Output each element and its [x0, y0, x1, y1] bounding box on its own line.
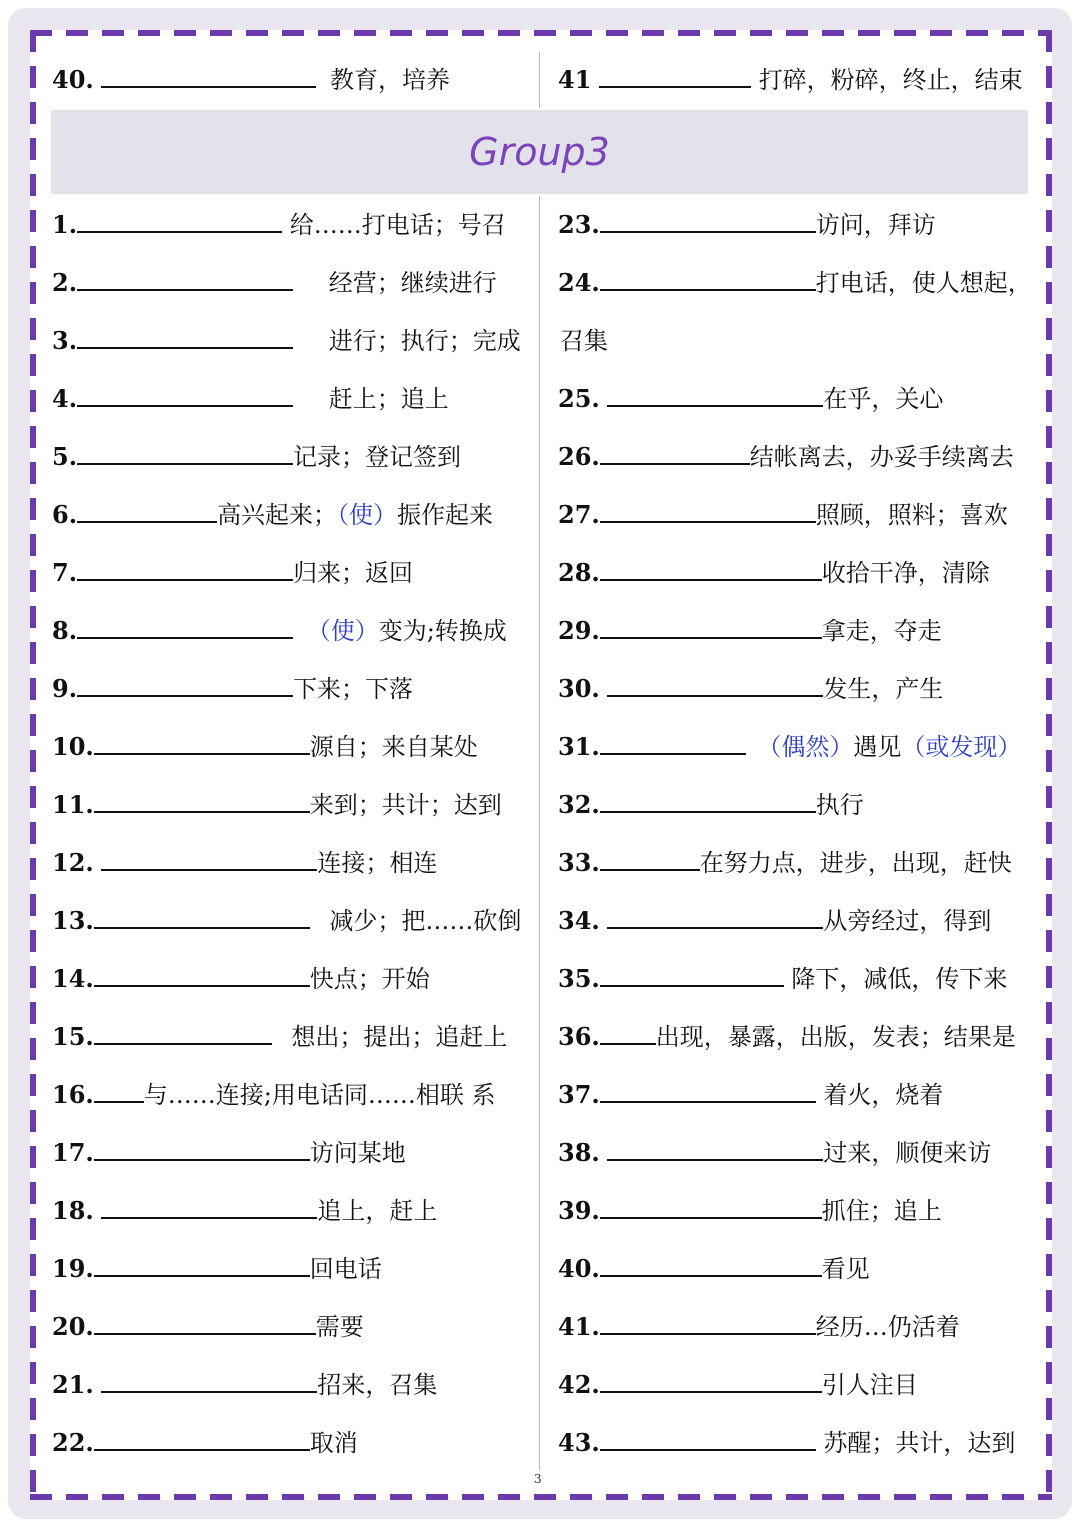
- vocab-item: [52, 553, 413, 593]
- entry-number: 22.: [52, 1428, 94, 1457]
- entry-meaning: 振作起来: [397, 501, 494, 529]
- entry-number: 40.: [558, 1254, 600, 1283]
- entry-meaning: 降下，减低，传下来: [791, 965, 1008, 993]
- entry-number: 28.: [558, 558, 600, 587]
- entry-number: 33.: [558, 848, 600, 877]
- vocab-item: [558, 263, 1032, 303]
- entry-meaning: 执行: [815, 791, 864, 819]
- entry-meaning: 过来，顺便来访: [823, 1139, 992, 1167]
- answer-blank[interactable]: [94, 785, 310, 813]
- entry-number: 41.: [558, 1312, 600, 1341]
- answer-blank[interactable]: [77, 669, 293, 697]
- entry-meaning-note: （使）: [306, 617, 379, 645]
- entry-number: 26.: [558, 442, 600, 471]
- vocab-item: [558, 901, 991, 941]
- entry-number: 13.: [52, 906, 94, 935]
- answer-blank[interactable]: [94, 1075, 144, 1103]
- entry-meaning: 快点；开始: [309, 965, 430, 993]
- entry-meaning-continuation: 召集: [560, 327, 608, 355]
- vocab-item: [558, 1133, 991, 1173]
- entry-meaning: 进行；执行；完成: [328, 327, 521, 355]
- answer-blank[interactable]: [600, 205, 816, 233]
- answer-blank[interactable]: [77, 553, 293, 581]
- vocab-item: [52, 1191, 437, 1231]
- answer-blank[interactable]: [600, 437, 750, 465]
- column-divider: [539, 196, 540, 1471]
- dashed-border-right: [1046, 30, 1052, 1500]
- entry-number: 34.: [558, 906, 600, 935]
- vocab-item: [558, 1423, 1015, 1463]
- entry-meaning: 访问，拜访: [815, 211, 936, 239]
- vocab-item: [558, 1017, 1016, 1057]
- vocab-item: [52, 437, 461, 477]
- entry-number: 5.: [52, 442, 78, 471]
- entry-meaning-note: （使）: [337, 501, 398, 529]
- entry-meaning: 教育，培养: [330, 66, 451, 94]
- answer-blank[interactable]: [101, 1365, 317, 1393]
- answer-blank[interactable]: [94, 1307, 316, 1335]
- dashed-border-left: [30, 30, 36, 1500]
- entry-meaning: 减少；把……砍倒: [329, 907, 522, 935]
- answer-blank[interactable]: [77, 437, 293, 465]
- entry-number: 38.: [558, 1138, 600, 1167]
- vocab-item: [52, 611, 507, 651]
- vocab-item: [558, 437, 1014, 477]
- entry-number: 19.: [52, 1254, 94, 1283]
- answer-blank[interactable]: [77, 379, 293, 407]
- entry-meaning: 招来，召集: [317, 1371, 438, 1399]
- answer-blank[interactable]: [600, 785, 816, 813]
- entry-number: 29.: [558, 616, 600, 645]
- answer-blank[interactable]: [600, 553, 822, 581]
- answer-blank[interactable]: [600, 611, 822, 639]
- vocab-item: [52, 1307, 364, 1347]
- vocab-item: [558, 611, 942, 651]
- answer-blank[interactable]: [101, 843, 317, 871]
- entry-meaning: 经历…仍活着: [815, 1313, 960, 1341]
- entry-number: 43.: [558, 1428, 600, 1457]
- page-number: 3: [534, 1472, 542, 1486]
- entry-meaning: 变为;转换成: [378, 617, 507, 645]
- entry-number: 14.: [52, 964, 94, 993]
- answer-blank[interactable]: [94, 1423, 310, 1451]
- answer-blank[interactable]: [600, 495, 816, 523]
- vocab-item: [52, 205, 506, 245]
- entry-number: 4.: [52, 384, 78, 413]
- vocab-item: [52, 727, 478, 767]
- entry-number: 37.: [558, 1080, 600, 1109]
- entry-number: 2.: [52, 268, 78, 297]
- answer-blank[interactable]: [600, 959, 784, 987]
- entry-number: 17.: [52, 1138, 94, 1167]
- vocab-item: [558, 843, 1012, 883]
- answer-blank[interactable]: [600, 1365, 822, 1393]
- vocab-item: [558, 553, 990, 593]
- entry-meaning: 引人注目: [821, 1371, 918, 1399]
- answer-blank[interactable]: [77, 205, 282, 233]
- entry-meaning: 回电话: [309, 1255, 382, 1283]
- answer-blank[interactable]: [600, 1423, 816, 1451]
- entry-meaning: 发生，产生: [823, 675, 944, 703]
- answer-blank[interactable]: [77, 611, 293, 639]
- entry-number: 9.: [52, 674, 78, 703]
- entry-meaning: 取消: [309, 1429, 358, 1457]
- answer-blank[interactable]: [599, 60, 751, 88]
- entry-meaning: 从旁经过，得到: [823, 907, 992, 935]
- entry-number: 6.: [52, 500, 78, 529]
- entry-number: 16.: [52, 1080, 94, 1109]
- entry-number: 10.: [52, 732, 94, 761]
- column-divider-top: [539, 52, 540, 108]
- entry-number: 21.: [52, 1370, 94, 1399]
- entry-meaning: 需要: [315, 1313, 364, 1341]
- entry-number: 11.: [52, 790, 94, 819]
- entry-number: 35.: [558, 964, 600, 993]
- vocab-item: [558, 1365, 918, 1405]
- entry-number: 18.: [52, 1196, 94, 1225]
- answer-blank[interactable]: [101, 60, 316, 88]
- answer-blank[interactable]: [94, 959, 310, 987]
- entry-meaning: 看见: [821, 1255, 870, 1283]
- vocab-item: [52, 1249, 382, 1289]
- answer-blank[interactable]: [94, 727, 310, 755]
- entry-number: 36.: [558, 1022, 600, 1051]
- entry-meaning: 在乎，关心: [823, 385, 944, 413]
- entry-number: 30.: [558, 674, 600, 703]
- entry-meaning: 赶上；追上: [328, 385, 449, 413]
- vocab-item: [558, 785, 864, 825]
- vocab-item: [558, 1249, 870, 1289]
- entry-meaning: 追上，赶上: [317, 1197, 438, 1225]
- vocab-item: [52, 1017, 507, 1057]
- entry-number: 39.: [558, 1196, 600, 1225]
- entry-meaning-note: （或发现）: [901, 733, 1022, 761]
- vocab-item: [52, 901, 521, 941]
- entry-number: 32.: [558, 790, 600, 819]
- entry-number: 3.: [52, 326, 78, 355]
- vocab-item: [52, 495, 493, 535]
- vocab-item: [52, 321, 521, 361]
- entry-meaning: 在努力点，进步，出现，赶快: [699, 849, 1012, 877]
- answer-blank[interactable]: [600, 1075, 816, 1103]
- vocab-item: [558, 1075, 943, 1115]
- entry-meaning: 出现，暴露，出版，发表；结果是: [655, 1023, 1016, 1051]
- entry-meaning: 访问某地: [309, 1139, 406, 1167]
- entry-meaning: 着火，烧着: [823, 1081, 944, 1109]
- entry-meaning: 经营；继续进行: [328, 269, 497, 297]
- entry-meaning: 源自；来自某处: [309, 733, 478, 761]
- answer-blank[interactable]: [94, 901, 310, 929]
- entry-meaning: 照顾，照料；喜欢: [815, 501, 1008, 529]
- entry-meaning: 归来；返回: [293, 559, 414, 587]
- entry-number: 40.: [52, 65, 94, 94]
- top-right-entry: [558, 60, 1023, 100]
- entry-number: 7.: [52, 558, 78, 587]
- vocab-item: [558, 959, 1007, 999]
- vocab-item: [558, 727, 1021, 767]
- entry-number: 20.: [52, 1312, 94, 1341]
- entry-number: 15.: [52, 1022, 94, 1051]
- entry-number: 1.: [52, 210, 78, 239]
- entry-meaning: 收拾干净，清除: [821, 559, 990, 587]
- answer-blank[interactable]: [600, 1307, 816, 1335]
- answer-blank[interactable]: [607, 901, 823, 929]
- entry-number: 27.: [558, 500, 600, 529]
- answer-blank[interactable]: [600, 1191, 822, 1219]
- entry-meaning: 打碎，粉碎，终止，结束: [758, 66, 1023, 94]
- group-title: Group3: [469, 130, 610, 174]
- entry-meaning: 下来；下落: [293, 675, 414, 703]
- entry-meaning: 遇见: [853, 733, 902, 761]
- entry-meaning: 抓住；追上: [821, 1197, 942, 1225]
- entry-meaning: 高兴起来；: [217, 501, 338, 529]
- dashed-border-bottom: [30, 1494, 1052, 1500]
- vocab-item: [52, 843, 437, 883]
- entry-meaning: 想出；提出；追赶上: [291, 1023, 508, 1051]
- answer-blank[interactable]: [600, 1249, 822, 1277]
- answer-blank[interactable]: [77, 263, 293, 291]
- entry-number: 12.: [52, 848, 94, 877]
- vocab-item: [52, 785, 502, 825]
- vocab-item: [558, 205, 936, 245]
- entry-number: 8.: [52, 616, 78, 645]
- answer-blank[interactable]: [600, 843, 700, 871]
- answer-blank[interactable]: [77, 321, 293, 349]
- group-header-band: [51, 110, 1028, 194]
- answer-blank[interactable]: [600, 1017, 656, 1045]
- vocab-item: [52, 1423, 358, 1463]
- entry-meaning: 打电话，使人想起，: [815, 269, 1032, 297]
- vocab-item: [558, 495, 1008, 535]
- entry-meaning: 拿走，夺走: [821, 617, 942, 645]
- vocab-item: [52, 263, 497, 303]
- entry-meaning-note: （偶然）: [757, 733, 854, 761]
- answer-blank[interactable]: [101, 1191, 317, 1219]
- entry-meaning: 连接；相连: [317, 849, 438, 877]
- entry-meaning: 来到；共计；达到: [309, 791, 502, 819]
- vocab-item: [558, 1191, 942, 1231]
- entry-number: 25.: [558, 384, 600, 413]
- entry-meaning: 与……连接;用电话同……相联 系: [143, 1081, 496, 1109]
- vocab-item: [558, 669, 943, 709]
- vocab-item: [558, 379, 943, 419]
- answer-blank[interactable]: [77, 495, 217, 523]
- vocab-item: [52, 379, 449, 419]
- entry-meaning: 给……打电话；号召: [289, 211, 506, 239]
- vocab-item: [558, 1307, 960, 1347]
- vocab-item: [52, 959, 430, 999]
- entry-number: 31.: [558, 732, 600, 761]
- entry-number: 24.: [558, 268, 600, 297]
- answer-blank[interactable]: [94, 1017, 272, 1045]
- answer-blank[interactable]: [607, 669, 823, 697]
- entry-meaning: 苏醒；共计，达到: [823, 1429, 1016, 1457]
- entry-number: 41: [558, 65, 592, 94]
- entry-meaning: 记录；登记签到: [293, 443, 462, 471]
- vocab-item: [52, 1365, 437, 1405]
- answer-blank[interactable]: [94, 1133, 310, 1161]
- entry-number: 42.: [558, 1370, 600, 1399]
- answer-blank[interactable]: [94, 1249, 310, 1277]
- answer-blank[interactable]: [600, 727, 746, 755]
- entry-number: 23.: [558, 210, 600, 239]
- top-left-entry: [52, 60, 450, 100]
- vocab-item: [52, 1133, 406, 1173]
- answer-blank[interactable]: [607, 379, 823, 407]
- vocab-item: [52, 669, 413, 709]
- answer-blank[interactable]: [607, 1133, 823, 1161]
- vocab-item: [52, 1075, 495, 1115]
- entry-meaning: 结帐离去，办妥手续离去: [749, 443, 1014, 471]
- answer-blank[interactable]: [600, 263, 816, 291]
- dashed-border-top: [30, 30, 1052, 36]
